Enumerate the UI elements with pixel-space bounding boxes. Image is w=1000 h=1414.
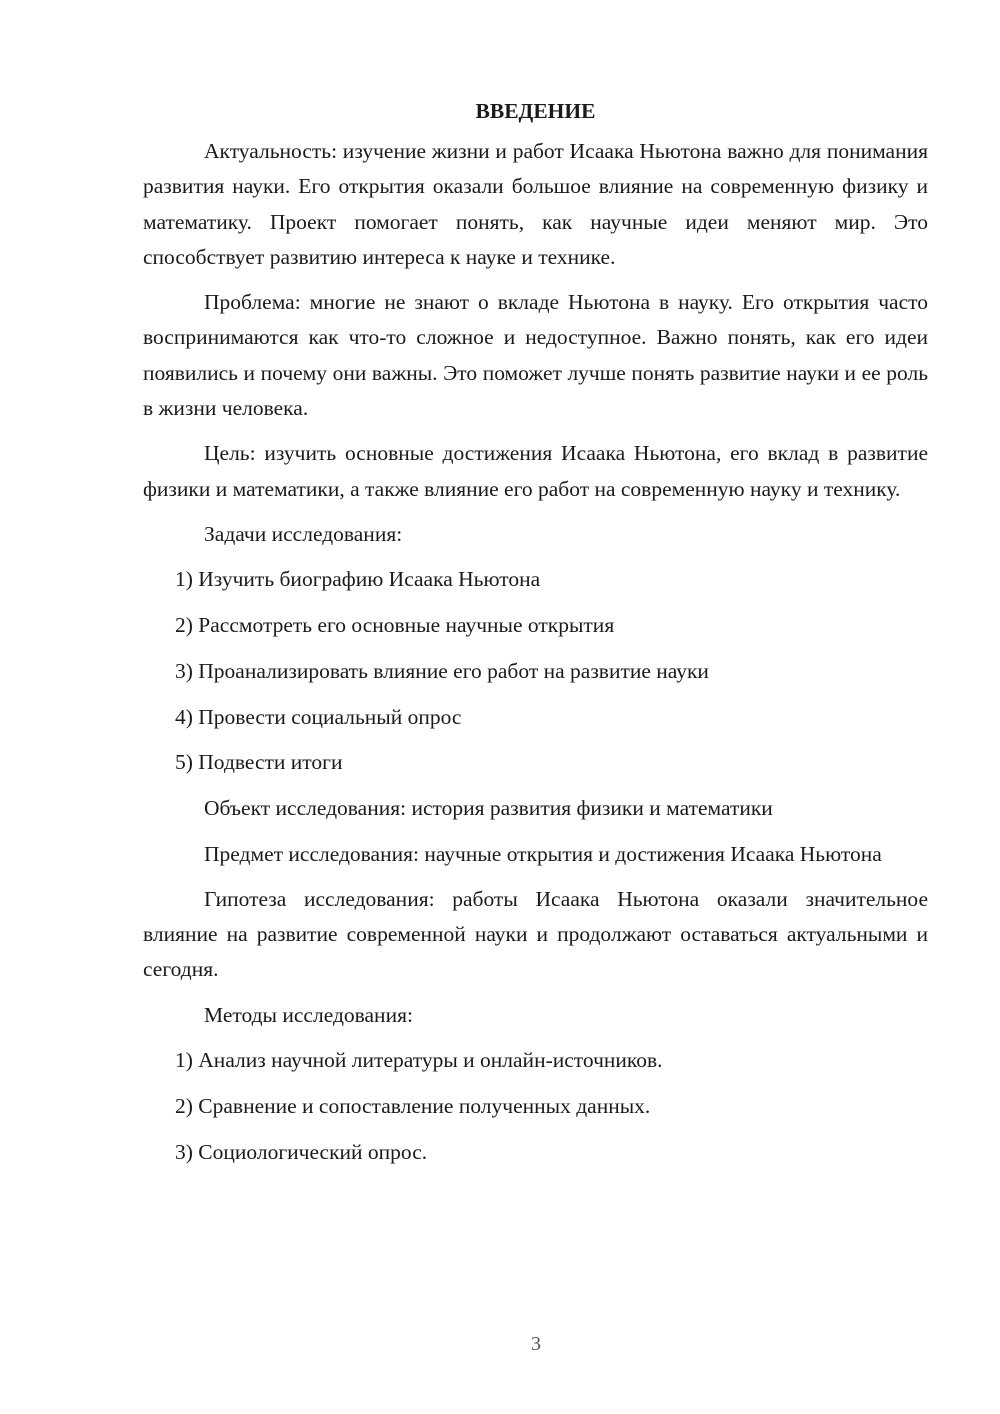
list-item: 1) Анализ научной литературы и онлайн-источников.	[175, 1048, 663, 1073]
relevance-paragraph: Актуальность: изучение жизни и работ Исаака Ньютона важно для понимания развития науки. Его открытия оказали большое влияние на современную физику и математику. Проект помогает понять, как научные идеи меняют мир. Это способствует развитию интереса к науке и технике.	[143, 139, 928, 269]
goal-paragraph: Цель: изучить основные достижения Исаака Ньютона, его вклад в развитие физики и математики, а также влияние его работ на современную науку и технику.	[143, 441, 928, 501]
problem-paragraph: Проблема: многие не знают о вкладе Ньютона в науку. Его открытия часто воспринимаются как что-то сложное и недоступное. Важно понять, как его идеи появились и почему они важны. Это поможет лучше понять развитие науки и ее роль в жизни человека.	[143, 290, 928, 421]
list-item: 4) Провести социальный опрос	[175, 704, 462, 729]
hypothesis-paragraph: Гипотеза исследования: работы Исаака Ньютона оказали значительное влияние на развитие современной науки и продолжают оставаться актуальными и сегодня.	[143, 886, 928, 982]
list-item: 5) Подвести итоги	[175, 750, 343, 775]
subject-paragraph: Предмет исследования: научные открытия и достижения Исаака Ньютона	[204, 841, 882, 866]
methods-list	[143, 1043, 928, 1170]
list-item: 3) Проанализировать влияние его работ на развитие науки	[175, 658, 709, 683]
list-item: 2) Рассмотреть его основные научные открытия	[175, 613, 615, 638]
page-number: 3	[531, 1333, 541, 1355]
tasks-list	[143, 562, 928, 780]
list-item: 2) Сравнение и сопоставление полученных данных.	[175, 1093, 651, 1118]
list-item: 3) Социологический опрос.	[175, 1139, 428, 1164]
methods-label: Методы исследования:	[204, 1002, 413, 1027]
object-paragraph: Объект исследования: история развития физики и математики	[204, 796, 773, 821]
tasks-label: Задачи исследования:	[204, 521, 403, 546]
section-heading: ВВЕДЕНИЕ	[475, 99, 596, 123]
list-item: 1) Изучить биографию Исаака Ньютона	[175, 567, 541, 592]
page-content	[143, 96, 928, 1180]
